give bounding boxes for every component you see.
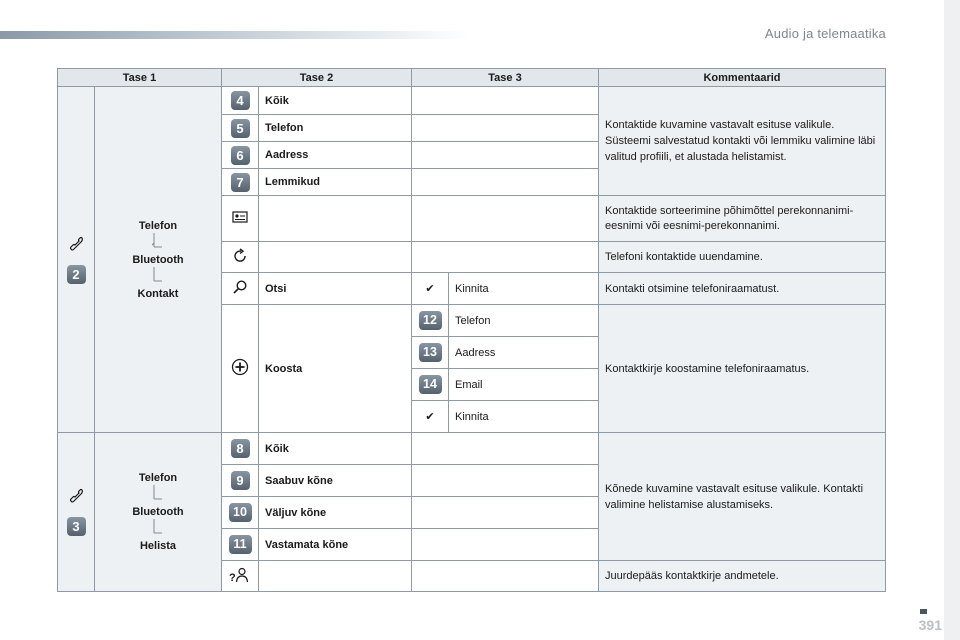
comment-update: Telefoni kontaktide uuendamine. <box>599 242 886 273</box>
level1-phone-cell <box>58 87 95 433</box>
arrow-down-icon <box>152 233 164 253</box>
refresh-icon <box>222 242 259 273</box>
menu-bluetooth: Bluetooth <box>132 253 184 266</box>
checkmark-icon: ✔ <box>412 273 449 305</box>
badge-2: 2 <box>67 265 86 284</box>
section-title: Audio ja telemaatika <box>764 26 886 41</box>
badge-cell <box>222 87 259 115</box>
comment-create: Kontaktkirje koostamine telefoniraamatus. <box>599 305 886 433</box>
level2-telefon: Telefon <box>259 115 412 142</box>
level2-valjuv-kone: Väljuv kõne <box>259 497 412 529</box>
header-tase-3: Tase 3 <box>412 69 599 87</box>
badge-13: 13 <box>419 343 442 362</box>
arrow-down-icon <box>152 485 164 505</box>
contact-details-icon <box>222 561 259 592</box>
badge-12: 12 <box>419 311 442 330</box>
level2-koik: Kõik <box>259 87 412 115</box>
svg-text:?: ? <box>229 571 236 583</box>
sort-icon <box>222 196 259 242</box>
level1-menu-path <box>95 87 222 433</box>
badge-8: 8 <box>231 439 250 458</box>
header-tase-2: Tase 2 <box>222 69 412 87</box>
level2-saabuv-kone: Saabuv kõne <box>259 465 412 497</box>
comment-contacts-list: Kontaktide kuvamine vastavalt esituse valikule. Süsteemi salvestatud kontakti või lemmiku valimine läbi valitud profiili, et alustada helistamist. <box>599 87 886 196</box>
badge-10: 10 <box>229 503 252 522</box>
level1-phone-cell <box>58 433 95 592</box>
arrow-down-icon <box>152 519 164 539</box>
menu-bluetooth: Bluetooth <box>132 506 184 518</box>
menu-telefon: Telefon <box>138 219 178 232</box>
badge-9: 9 <box>231 471 250 490</box>
table-row <box>58 433 886 465</box>
level2-koosta: Koosta <box>259 305 412 433</box>
comment-sort: Kontaktide sorteerimine põhimõttel perekonnanimi-eesnimi või eesnimi-perekonnanimi. <box>599 196 886 242</box>
level2-aadress: Aadress <box>259 142 412 169</box>
add-icon <box>222 305 259 433</box>
page-marker <box>920 609 927 614</box>
page-number: 391 <box>918 617 942 633</box>
menu-telefon: Telefon <box>138 472 178 484</box>
top-decorative-bar <box>0 31 470 39</box>
level3-aadress: Aadress <box>449 337 599 369</box>
comment-search: Kontakti otsimine telefoniraamatust. <box>599 273 886 305</box>
level2-vastamata-kone: Vastamata kõne <box>259 529 412 561</box>
badge-6: 6 <box>231 146 250 165</box>
search-icon <box>222 273 259 305</box>
phone-icon <box>64 488 88 507</box>
level2-koik: Kõik <box>259 433 412 465</box>
comment-calls: Kõnede kuvamine vastavalt esituse valikule. Kontakti valimine helistamise alustamiseks. <box>599 433 886 561</box>
comment-access: Juurdepääs kontaktkirje andmetele. <box>599 561 886 592</box>
level3-kinnita: Kinnita <box>449 401 599 433</box>
badge-3: 3 <box>67 517 86 536</box>
level1-menu-path <box>95 433 222 592</box>
checkmark-icon: ✔ <box>412 401 449 433</box>
table-header-row <box>58 69 886 87</box>
header-kommentaarid: Kommentaarid <box>599 69 886 87</box>
phone-icon <box>64 236 88 255</box>
level2-otsi: Otsi <box>259 273 412 305</box>
badge-14: 14 <box>419 375 442 394</box>
level3-telefon: Telefon <box>449 305 599 337</box>
level3-email: Email <box>449 369 599 401</box>
menu-helista: Helista <box>139 540 177 552</box>
right-margin-strip <box>944 0 960 640</box>
menu-kontakt: Kontakt <box>137 287 179 300</box>
badge-7: 7 <box>231 173 250 192</box>
badge-5: 5 <box>231 119 250 138</box>
level3-kinnita: Kinnita <box>449 273 599 305</box>
arrow-down-icon <box>152 267 164 287</box>
level2-lemmikud: Lemmikud <box>259 169 412 196</box>
badge-4: 4 <box>231 91 250 110</box>
table-row <box>58 87 886 115</box>
header-tase-1: Tase 1 <box>58 69 222 87</box>
badge-11: 11 <box>229 535 252 554</box>
menu-table <box>57 68 886 592</box>
